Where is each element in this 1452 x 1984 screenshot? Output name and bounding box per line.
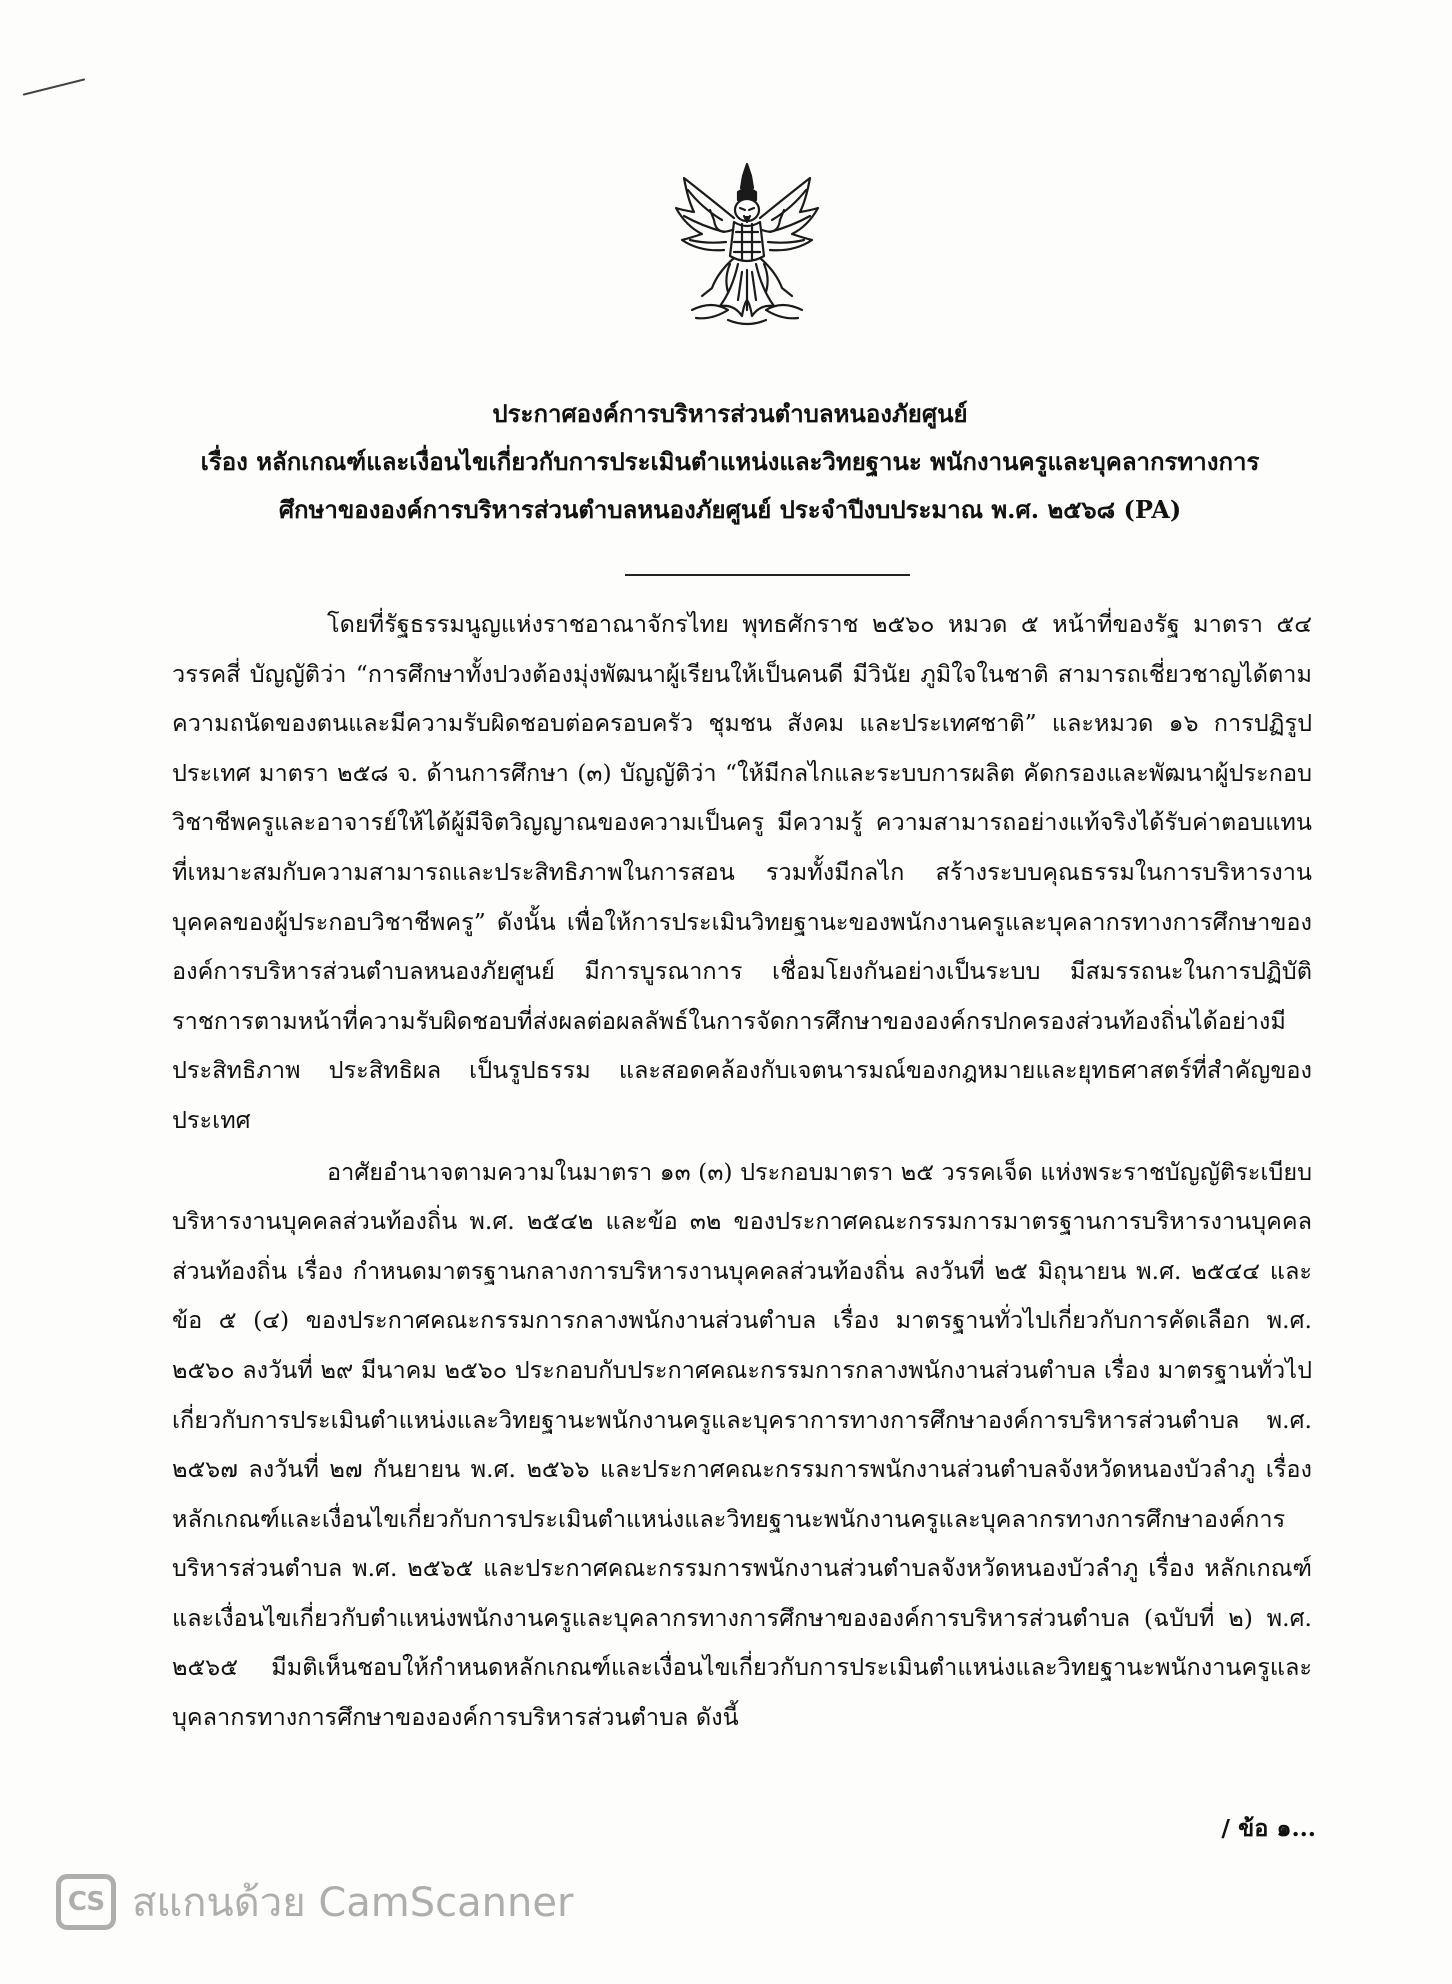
garuda-emblem-icon (672, 160, 822, 332)
subject-line-continued: ศึกษาขององค์การบริหารส่วนตำบลหนองภัยศูนย์ ประจำปีงบประมาณ พ.ศ. ๒๕๖๘ (PA) (278, 495, 1182, 524)
camscanner-watermark (56, 1870, 573, 1934)
paragraph-authority: อาศัยอำนาจตามความในมาตรา ๑๓ (๓) ประกอบมาตรา ๒๕ วรรคเจ็ด แห่งพระราชบัญญัติระเบียบบริหารงานบุคคลส่วนท้องถิ่น พ.ศ. ๒๕๔๒ และข้อ ๓๒ ของประกาศคณะกรรมการมาตรฐานการบริหารงานบุคคลส่วนท้องถิ่น เรื่อง กำหนดมาตรฐานกลางการบริหารงานบุคคลส่วนท้องถิ่น ลงวันที่ ๒๕ มิถุนายน พ.ศ. ๒๕๔๔ และข้อ ๕ (๔) ของประกาศคณะกรรมการกลางพนักงานส่วนตำบล เรื่อง มาตรฐานทั่วไปเกี่ยวกับการคัดเลือก พ.ศ. ๒๕๖๐ ลงวันที่ ๒๙ มีนาคม ๒๕๖๐ ประกอบกับประกาศคณะกรรมการกลางพนักงานส่วนตำบล เรื่อง มาตรฐานทั่วไปเกี่ยวกับการประเมินตำแหน่งและวิทยฐานะพนักงานครูและบุคราการทางการศึกษาองค์การบริหารส่วนตำบล พ.ศ. ๒๕๖๗ ลงวันที่ ๒๗ กันยายน พ.ศ. ๒๕๖๖ และประกาศคณะกรรมการพนักงานส่วนตำบลจังหวัดหนองบัวลำภู เรื่อง หลักเกณฑ์และเงื่อนไขเกี่ยวกับการประเมินตำแหน่งและวิทยฐานะพนักงานครูและบุคลากรทางการศึกษาองค์การบริหารส่วนตำบล พ.ศ. ๒๕๖๕ และประกาศคณะกรรมการพนักงานส่วนตำบลจังหวัดหนองบัวลำภู เรื่อง หลักเกณฑ์และเงื่อนไขเกี่ยวกับตำแหน่งพนักงานครูและบุคลากรทางการศึกษาขององค์การบริหารส่วนตำบล (ฉบับที่ ๒) พ.ศ. ๒๕๖๕ มีมติเห็นชอบให้กำหนดหลักเกณฑ์และเงื่อนไขเกี่ยวกับการประเมินตำแหน่งและวิทยฐานะพนักงานครูและบุคลากรทางการศึกษาขององค์การบริหารส่วนตำบล ดังนี้ (172, 1157, 1312, 1732)
title-block (150, 390, 1310, 534)
camscanner-logo-icon: CS (56, 1874, 116, 1930)
body-text (172, 600, 1312, 1743)
subject-line: เรื่อง หลักเกณฑ์และเงื่อนไขเกี่ยวกับการประเมินตำแหน่งและวิทยฐานะ พนักงานครูและบุคลากรทางการ (200, 447, 1260, 476)
camscanner-text: สแกนด้วย CamScanner (132, 1880, 574, 1926)
announcement-title: ประกาศองค์การบริหารส่วนตำบลหนองภัยศูนย์ (492, 399, 968, 428)
paragraph-preamble: โดยที่รัฐธรรมนูญแห่งราชอาณาจักรไทย พุทธศักราช ๒๕๖๐ หมวด ๕ หน้าที่ของรัฐ มาตรา ๕๔ วรรคสี่ บัญญัติว่า “การศึกษาทั้งปวงต้องมุ่งพัฒนาผู้เรียนให้เป็นคนดี มีวินัย ภูมิใจในชาติ สามารถเชี่ยวชาญได้ตามความถนัดของตนและมีความรับผิดชอบต่อครอบครัว ชุมชน สังคม และประเทศชาติ” และหมวด ๑๖ การปฏิรูปประเทศ มาตรา ๒๕๘ จ. ด้านการศึกษา (๓) บัญญัติว่า “ให้มีกลไกและระบบการผลิต คัดกรองและพัฒนาผู้ประกอบวิชาชีพครูและอาจารย์ให้ได้ผู้มีจิตวิญญาณของความเป็นครู มีความรู้ ความสามารถอย่างแท้จริงได้รับค่าตอบแทนที่เหมาะสมกับความสามารถและประสิทธิภาพในการสอน รวมทั้งมีกลไก สร้างระบบคุณธรรมในการบริหารงานบุคคลของผู้ประกอบวิชาชีพครู” ดังนั้น เพื่อให้การประเมินวิทยฐานะของพนักงานครูและบุคลากรทางการศึกษาขององค์การบริหารส่วนตำบลหนองภัยศูนย์ มีการบูรณาการ เชื่อมโยงกันอย่างเป็นระบบ มีสมรรถนะในการปฏิบัติราชการตามหน้าที่ความรับผิดชอบที่ส่งผลต่อผลลัพธ์ในการจัดการศึกษาขององค์กรปกครองส่วนท้องถิ่นได้อย่างมีประสิทธิภาพ ประสิทธิผล เป็นรูปธรรม และสอดคล้องกับเจตนารมณ์ของกฎหมายและยุทธศาสตร์ที่สำคัญของประเทศ (172, 610, 1312, 1134)
next-page-reference: / ข้อ ๑... (1221, 1814, 1316, 1842)
pen-mark (23, 78, 86, 95)
title-divider (625, 574, 910, 576)
